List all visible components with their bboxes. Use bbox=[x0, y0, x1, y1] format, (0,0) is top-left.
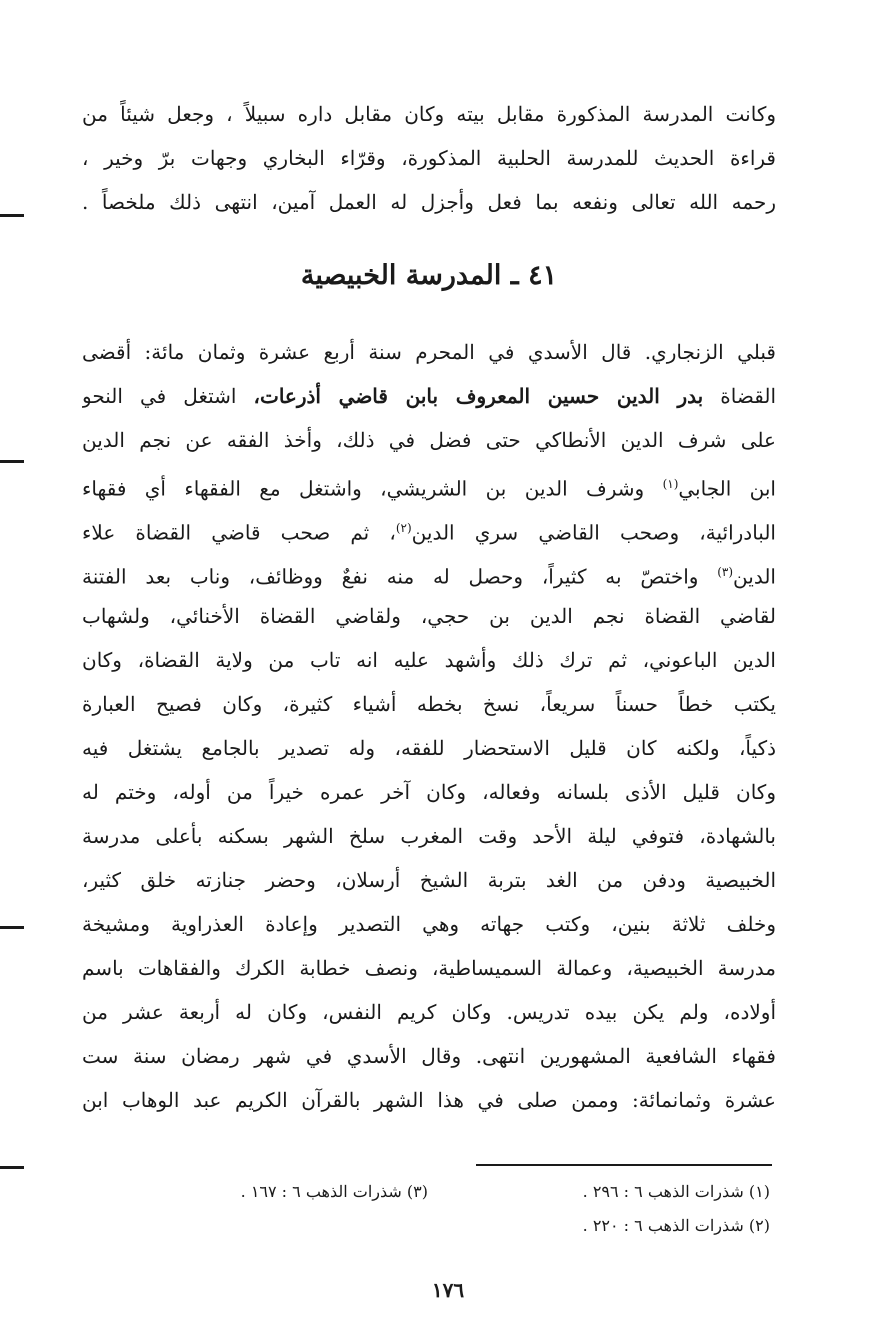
text-run: ابن الجابي bbox=[678, 476, 776, 501]
text-line: قراءة الحديث للمدرسة الحلبية المذكورة، وقرّاء البخاري وجهات برّ وخير ، bbox=[82, 146, 776, 170]
text-run: وشرف الدين بن الشريشي، واشتغل مع الفقهاء أي فقهاء bbox=[82, 476, 663, 501]
text-line: وكان قليل الأذى بلسانه وفعاله، وكان آخر عمره خيراً من أوله، وختم له bbox=[82, 780, 776, 804]
text-line bbox=[82, 550, 776, 594]
text-line: فقهاء الشافعية المشهورين انتهى. وقال الأسدي في شهر رمضان سنة ست bbox=[82, 1044, 776, 1068]
text-line: بالشهادة، فتوفي ليلة الأحد وقت المغرب سلخ الشهر بسكنه بأعلى مدرسة bbox=[82, 824, 776, 848]
footnote-1: (١) شذرات الذهب ٦ : ٢٩٦ . bbox=[582, 1182, 770, 1201]
text-line: قبلي الزنجاري. قال الأسدي في المحرم سنة أربع عشرة وثمان مائة: أقضى bbox=[82, 340, 776, 364]
text-run: اشتغل في النحو bbox=[82, 384, 254, 408]
scan-edge-mark bbox=[0, 460, 24, 463]
scan-edge-mark bbox=[0, 1166, 24, 1169]
text-run: الدين bbox=[733, 564, 776, 589]
intro-paragraph bbox=[82, 92, 776, 224]
scan-edge-mark bbox=[0, 926, 24, 929]
text-run: واختصّ به كثيراً، وحصل له منه نفعٌ ووظائف، وناب بعد الفتنة bbox=[82, 564, 718, 589]
text-line: يكتب خطاً حسناً سريعاً، نسخ بخطه أشياء كثيرة، وكان فصيح العبارة bbox=[82, 692, 776, 716]
text-line: ذكياً، ولكنه كان قليل الاستحضار للفقه، وله تصدير بالجامع يشتغل فيه bbox=[82, 736, 776, 760]
footnote-3: (٣) شذرات الذهب ٦ : ١٦٧ . bbox=[240, 1182, 428, 1201]
text-run: القضاة bbox=[703, 384, 776, 408]
text-line: مدرسة الخبيصية، وعمالة السميساطية، ونصف خطابة الكرك والفقاهات باسم bbox=[82, 956, 776, 980]
text-line bbox=[82, 506, 776, 550]
text-line: الخبيصية ودفن من الغد بتربة الشيخ أرسلان، وحضر جنازته خلق كثير، bbox=[82, 868, 776, 892]
text-line: وكانت المدرسة المذكورة مقابل بيته وكان مقابل داره سبيلاً ، وجعل شيئاً من bbox=[82, 102, 776, 126]
text-line: لقاضي القضاة نجم الدين بن حجي، ولقاضي القضاة الأخنائي، ولشهاب bbox=[82, 604, 776, 628]
footnote-ref: (٣) bbox=[717, 565, 734, 579]
text-run: ، ثم صحب قاضي القضاة علاء bbox=[82, 520, 396, 545]
highlighted-name: بدر الدين حسين المعروف بابن قاضي أذرعات، bbox=[253, 384, 704, 408]
section-heading: ٤١ ـ المدرسة الخبيصية bbox=[300, 260, 558, 291]
text-line: رحمه الله تعالى ونفعه بما فعل وأجزل له العمل آمين، انتهى ذلك ملخصاً . bbox=[82, 190, 776, 214]
scan-edge-mark bbox=[0, 214, 24, 217]
text-line: وخلف ثلاثة بنين، وكتب جهاته وهي التصدير وإعادة العذراوية ومشيخة bbox=[82, 912, 776, 936]
text-line: على شرف الدين الأنطاكي حتى فضل في ذلك، وأخذ الفقه عن نجم الدين bbox=[82, 428, 776, 452]
text-line: أولاده، ولم يكن بيده تدريس. وكان كريم النفس، وكان له أربعة عشر من bbox=[82, 1000, 776, 1024]
footnote-2: (٢) شذرات الذهب ٦ : ٢٢٠ . bbox=[582, 1216, 770, 1235]
footnote-divider bbox=[476, 1164, 772, 1166]
footnote-ref: (١) bbox=[662, 477, 679, 491]
page-number: ١٧٦ bbox=[431, 1278, 465, 1302]
body-paragraph bbox=[82, 330, 776, 1122]
text-line: عشرة وثمانمائة: وممن صلى في هذا الشهر بالقرآن الكريم عبد الوهاب ابن bbox=[82, 1088, 776, 1112]
text-line bbox=[82, 462, 776, 506]
footnote-ref: (٢) bbox=[395, 521, 412, 535]
text-run: البادرائية، وصحب القاضي سري الدين bbox=[411, 520, 776, 545]
text-line bbox=[82, 374, 776, 418]
text-line: الدين الباعوني، ثم ترك ذلك وأشهد عليه انه تاب من ولاية القضاة، وكان bbox=[82, 648, 776, 672]
